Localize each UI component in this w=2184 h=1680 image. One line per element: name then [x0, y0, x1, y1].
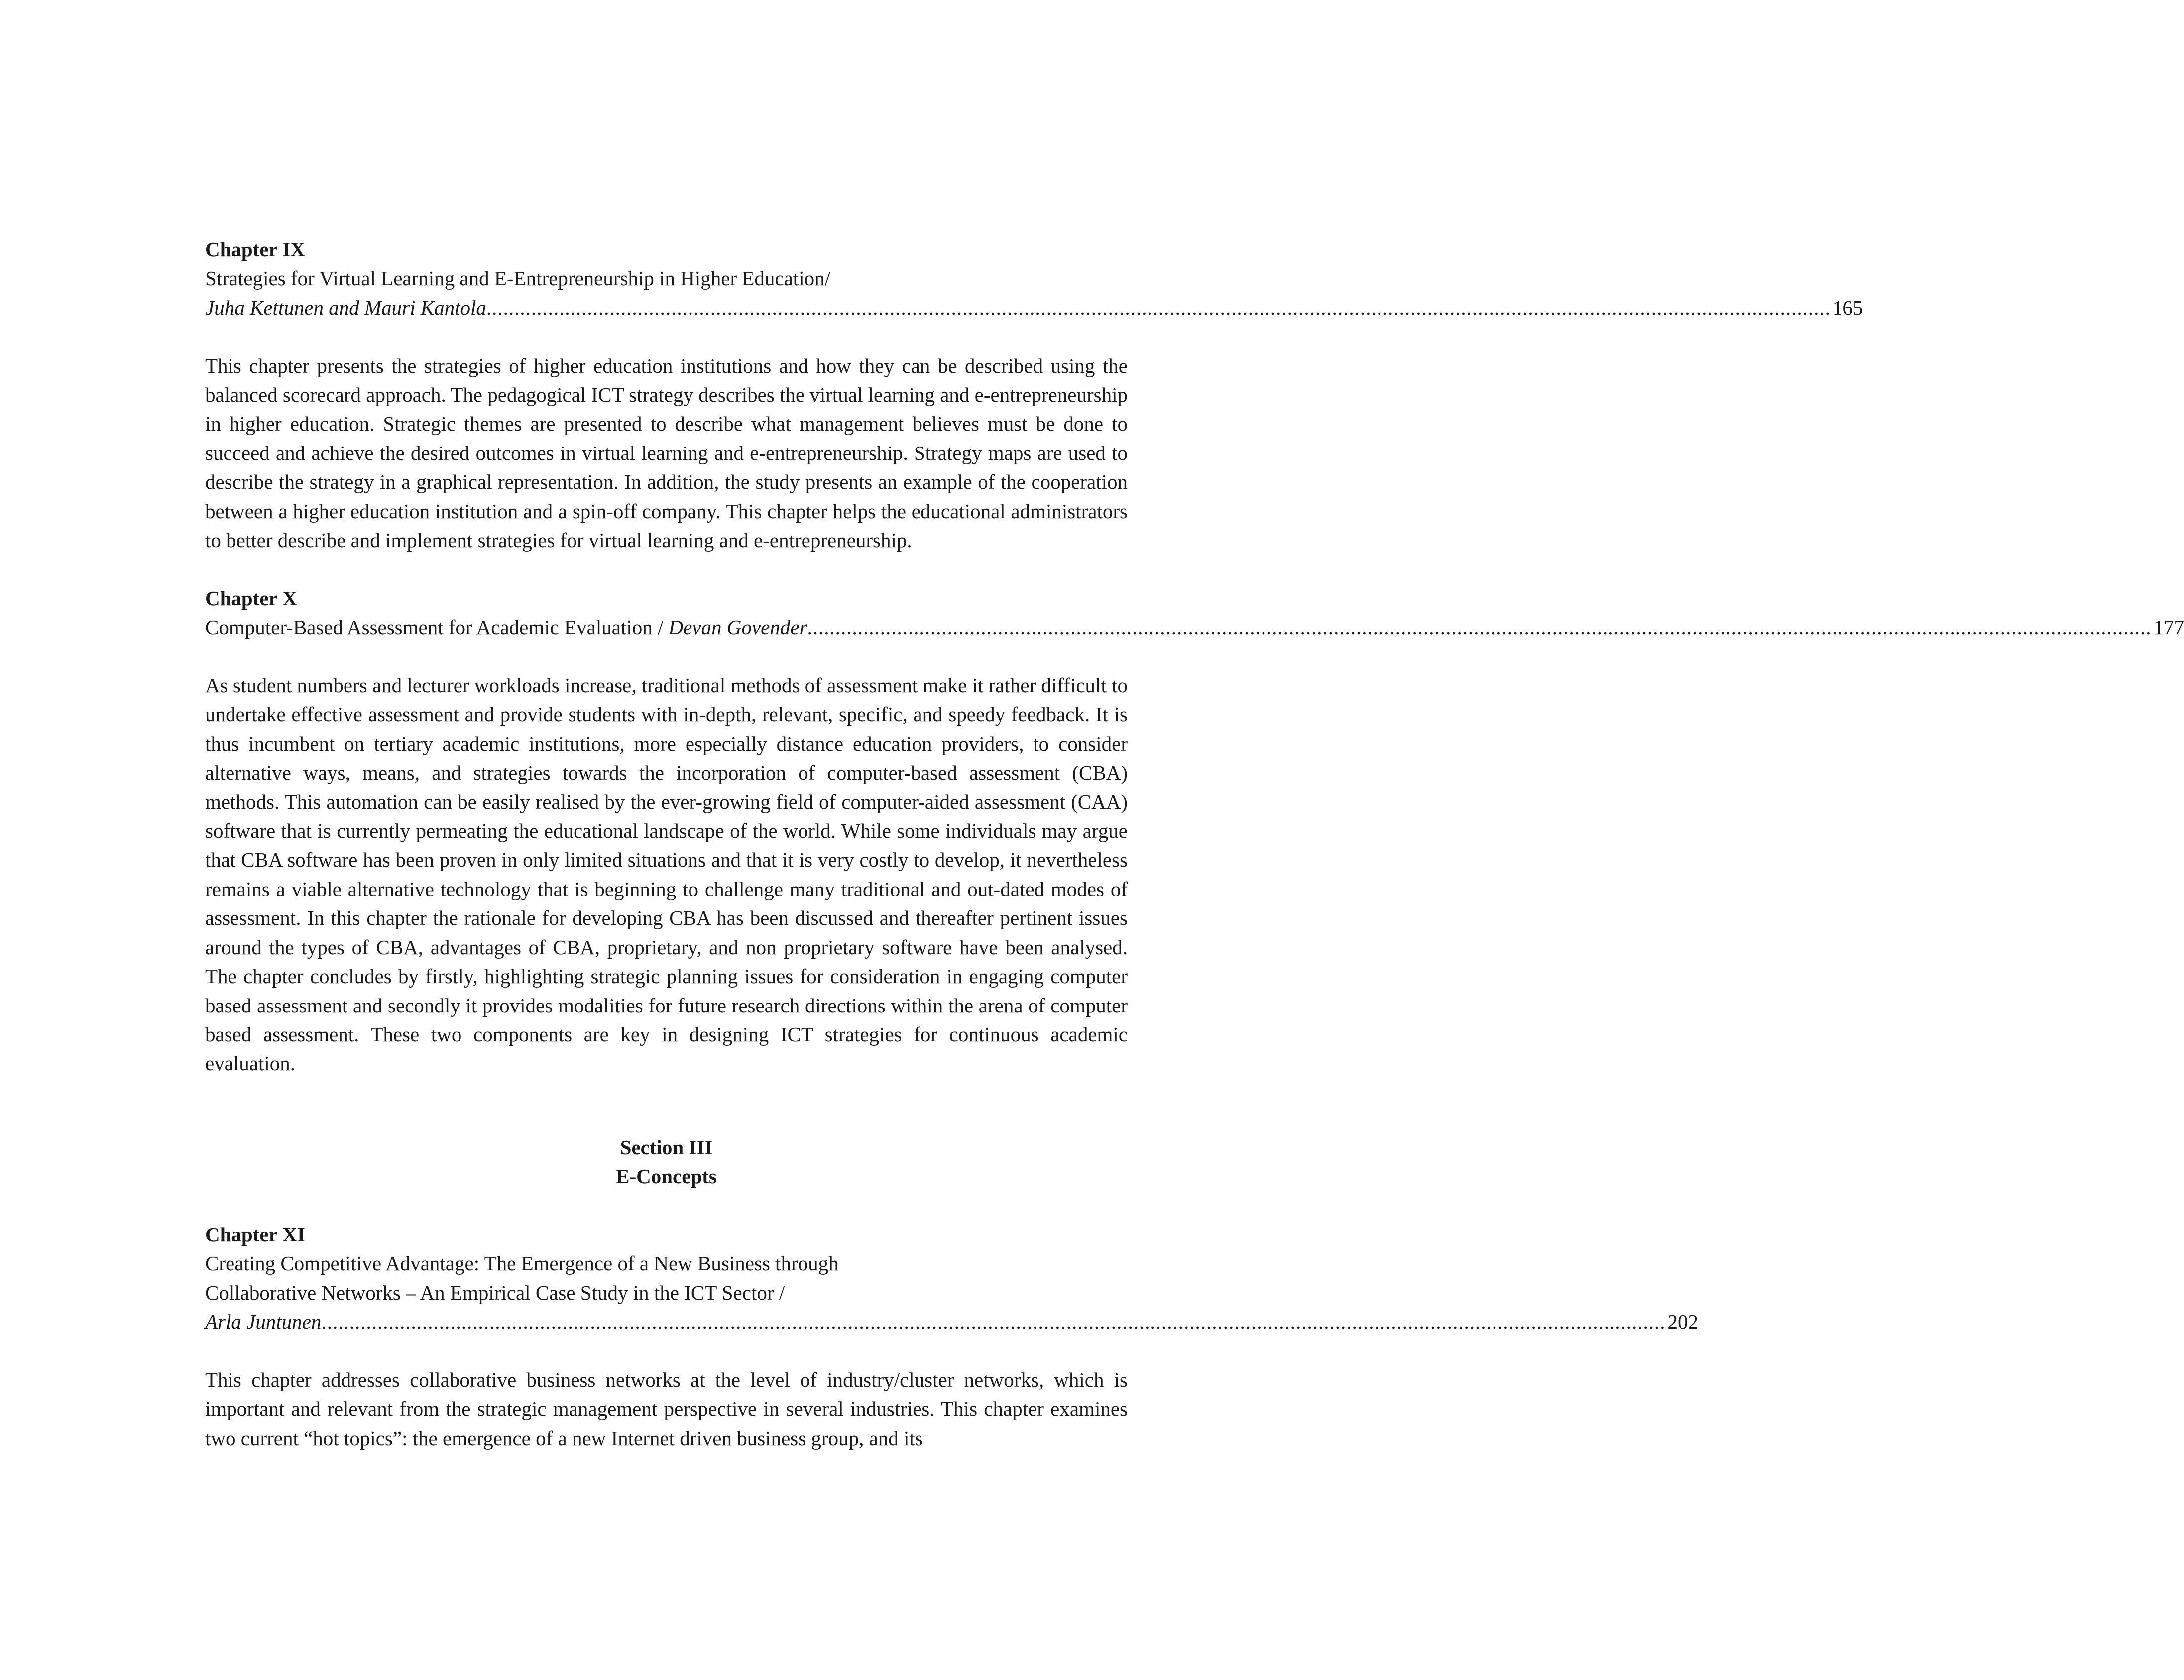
- chapter-author-line[interactable]: [205, 1307, 1698, 1336]
- toc-entry-chapter-xi: [205, 1220, 1698, 1453]
- section-name: E-Concepts: [616, 1165, 717, 1188]
- chapter-label: Chapter X: [205, 586, 297, 610]
- chapter-author: Juha Kettunen and Mauri Kantola: [205, 296, 486, 319]
- chapter-label: Chapter XI: [205, 1223, 305, 1246]
- toc-page: [205, 235, 2184, 1453]
- section-heading: [205, 1133, 1128, 1191]
- chapter-abstract: This chapter addresses collaborative business networks at the level of industry/cluster networks, which is important and relevant from the strategic management perspective in several industries. This chapter examines two current “hot topics”: the emergence of a new Internet driven business group, and its: [205, 1368, 1128, 1450]
- toc-entry-chapter-ix: [205, 235, 1863, 555]
- section-number: Section III: [620, 1135, 713, 1159]
- toc-entry-chapter-x: [205, 584, 2184, 1078]
- chapter-abstract: As student numbers and lecturer workloads increase, traditional methods of assessment make it rather difficult to undertake effective assessment and provide students with in-depth, relevant, specific, and speedy feedback. It is thus incumbent on tertiary academic institutions, more especially distance education providers, to consider alternative ways, means, and strategies towards the incorporation of computer-based assessment (CBA) methods. This automation can be easily realised by the ever-growing field of computer-aided assessment (CAA) software that is currently permeating the educational landscape of the world. While some individuals may argue that CBA software has been proven in only limited situations and that it is very costly to develop, it nevertheless remains a viable alternative technology that is beginning to challenge many traditional and out-dated modes of assessment. In this chapter the rationale for developing CBA has been discussed and thereafter pertinent issues around the types of CBA, advantages of CBA, proprietary, and non proprietary software have been analysed. The chapter concludes by firstly, highlighting strategic planning issues for consideration in engaging computer based assessment and secondly it provides modalities for future research directions within the arena of computer based assessment. These two components are key in designing ICT strategies for continuous academic evaluation.: [205, 674, 1128, 1075]
- chapter-title-line[interactable]: [205, 613, 2184, 642]
- chapter-title-lead: [205, 613, 807, 642]
- chapter-title[interactable]: Strategies for Virtual Learning and E-Entrepreneurship in Higher Education/: [205, 267, 830, 290]
- leader-dots: ................................................................................................................................................................................................................................................: [486, 296, 1831, 319]
- chapter-abstract: This chapter presents the strategies of higher education institutions and how they can be described using the balanced scorecard approach. The pedagogical ICT strategy describes the virtual learning and e-entrepreneurship in higher education. Strategic themes are presented to describe what management believes must be done to succeed and achieve the desired outcomes in virtual learning and e-entrepreneurship. Strategy maps are used to describe the strategy in a graphical representation. In addition, the study presents an example of the cooperation between a higher education institution and a spin-off company. This chapter helps the educational administrators to better describe and implement strategies for virtual learning and e-entrepreneurship.: [205, 354, 1128, 552]
- page-number[interactable]: 165: [1832, 296, 1863, 319]
- page-number[interactable]: 177: [2153, 616, 2184, 639]
- page-number[interactable]: 202: [1667, 1310, 1698, 1334]
- chapter-title: Computer-Based Assessment for Academic Evaluation /: [205, 616, 669, 639]
- chapter-title-line-2[interactable]: Collaborative Networks – An Empirical Case Study in the ICT Sector /: [205, 1281, 785, 1304]
- chapter-label: Chapter IX: [205, 238, 305, 261]
- leader-dots: ................................................................................................................................................................................................................................................: [321, 1310, 1666, 1334]
- chapter-author: Arla Juntunen: [205, 1310, 322, 1334]
- chapter-title-line-1[interactable]: Creating Competitive Advantage: The Emergence of a New Business through: [205, 1252, 839, 1275]
- chapter-author: Devan Govender: [668, 616, 807, 639]
- chapter-author-line[interactable]: [205, 293, 1863, 322]
- leader-dots: ................................................................................................................................................................................................................................................: [807, 616, 2152, 639]
